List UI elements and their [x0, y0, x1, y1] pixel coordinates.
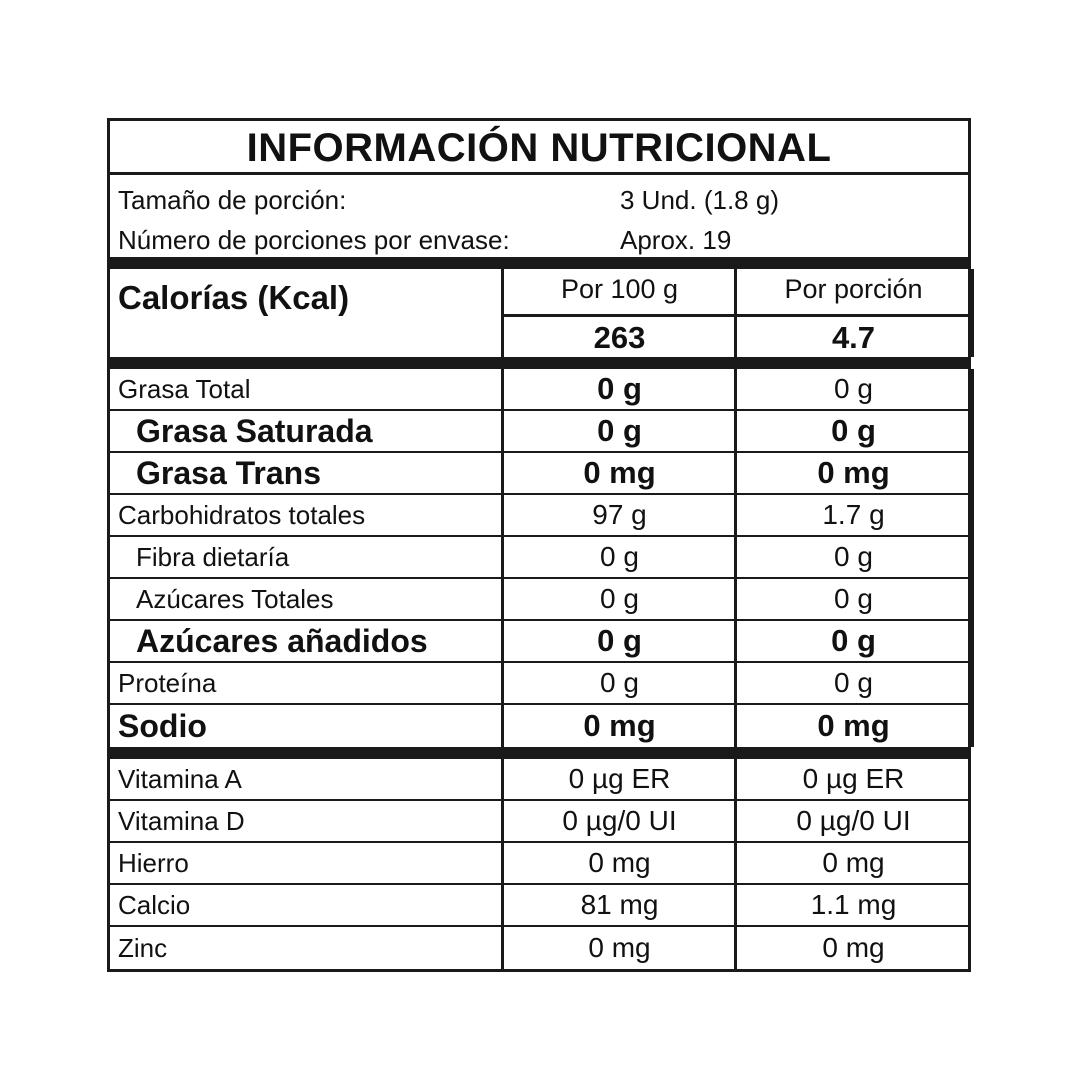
micronutrient-name: Vitamina D — [118, 805, 245, 836]
micronutrient-value-per-100g: 0 µg ER — [568, 763, 671, 794]
micronutrient-row — [110, 759, 968, 801]
column-divider — [971, 269, 974, 357]
nutrient-row — [110, 579, 968, 621]
micronutrient-row — [110, 927, 968, 969]
nutrient-name: Grasa Total — [118, 373, 251, 404]
nutrient-value-per-portion: 0 g — [831, 413, 876, 448]
micronutrient-value-per-100g: 0 µg/0 UI — [562, 805, 677, 836]
servings-per-container-value: Aprox. 19 — [620, 225, 732, 255]
micronutrient-name: Vitamina A — [118, 763, 242, 794]
nutrient-value-per-portion: 0 g — [831, 623, 876, 658]
nutrient-value-per-100g: 97 g — [592, 499, 647, 530]
micronutrient-value-per-portion: 0 µg ER — [802, 763, 905, 794]
nutrient-value-per-100g: 0 g — [597, 371, 642, 406]
nutrient-row — [110, 663, 968, 705]
nutrient-name: Azúcares añadidos — [136, 622, 428, 659]
nutrient-name: Proteína — [118, 667, 217, 698]
nutrient-value-per-100g: 0 g — [600, 541, 639, 572]
serving-size-value: 3 Und. (1.8 g) — [620, 185, 779, 215]
column-header-per-100g: Por 100 g — [560, 273, 679, 304]
nutrient-value-per-100g: 0 mg — [583, 708, 656, 743]
calories-per-portion: 4.7 — [831, 320, 876, 355]
nutrition-facts-label — [107, 118, 971, 972]
nutrient-name: Carbohidratos totales — [118, 499, 366, 530]
nutrient-value-per-portion: 0 mg — [817, 708, 890, 743]
nutrient-name: Fibra dietaría — [136, 541, 290, 572]
micronutrient-row — [110, 885, 968, 927]
nutrient-value-per-100g: 0 g — [597, 623, 642, 658]
micronutrient-name: Zinc — [118, 932, 168, 963]
column-divider — [501, 369, 504, 747]
nutrient-value-per-portion: 0 g — [834, 667, 873, 698]
servings-per-container-label: Número de porciones por envase: — [118, 225, 510, 255]
nutrient-name: Sodio — [118, 707, 207, 744]
column-divider — [971, 369, 974, 747]
nutrient-value-per-portion: 0 g — [834, 373, 873, 404]
serving-info — [110, 175, 968, 259]
nutrient-value-per-100g: 0 g — [600, 667, 639, 698]
nutrient-row — [110, 453, 968, 495]
micronutrient-name: Calcio — [118, 889, 191, 920]
micronutrient-row — [110, 843, 968, 885]
nutrient-row — [110, 621, 968, 663]
serving-size-label: Tamaño de porción: — [118, 185, 347, 215]
column-divider — [501, 759, 504, 969]
micronutrient-row — [110, 801, 968, 843]
nutrient-row — [110, 495, 968, 537]
nutrient-value-per-100g: 0 mg — [583, 455, 656, 490]
nutrient-row — [110, 411, 968, 453]
thick-divider — [110, 357, 968, 369]
nutrient-row — [110, 705, 968, 747]
nutrient-value-per-portion: 0 g — [834, 583, 873, 614]
nutrient-value-per-portion: 0 mg — [817, 455, 890, 490]
calories-label: Calorías (Kcal) — [118, 279, 350, 316]
column-divider — [734, 759, 737, 969]
label-title: INFORMACIÓN NUTRICIONAL — [110, 121, 968, 175]
thick-divider — [110, 747, 968, 759]
column-header-per-portion: Por porción — [784, 273, 923, 304]
micronutrient-value-per-portion: 0 mg — [822, 847, 885, 878]
nutrient-name: Grasa Trans — [136, 454, 321, 491]
nutrient-value-per-portion: 0 g — [834, 541, 873, 572]
nutrient-row — [110, 537, 968, 579]
micronutrient-value-per-portion: 0 µg/0 UI — [796, 805, 911, 836]
micronutrient-value-per-100g: 81 mg — [580, 889, 659, 920]
nutrient-value-per-100g: 0 g — [597, 413, 642, 448]
nutrient-value-per-100g: 0 g — [600, 583, 639, 614]
micronutrient-value-per-100g: 0 mg — [588, 847, 651, 878]
column-divider — [734, 369, 737, 747]
nutrient-name: Grasa Saturada — [136, 412, 373, 449]
calories-per-100g: 263 — [593, 320, 646, 355]
nutrient-row — [110, 369, 968, 411]
column-divider — [734, 269, 737, 357]
nutrient-name: Azúcares Totales — [136, 583, 334, 614]
column-divider — [501, 269, 504, 357]
micronutrient-name: Hierro — [118, 847, 189, 878]
nutrient-value-per-portion: 1.7 g — [822, 499, 885, 530]
micronutrient-value-per-100g: 0 mg — [588, 932, 651, 963]
micronutrient-value-per-portion: 0 mg — [822, 932, 885, 963]
micronutrient-value-per-portion: 1.1 mg — [810, 889, 897, 920]
